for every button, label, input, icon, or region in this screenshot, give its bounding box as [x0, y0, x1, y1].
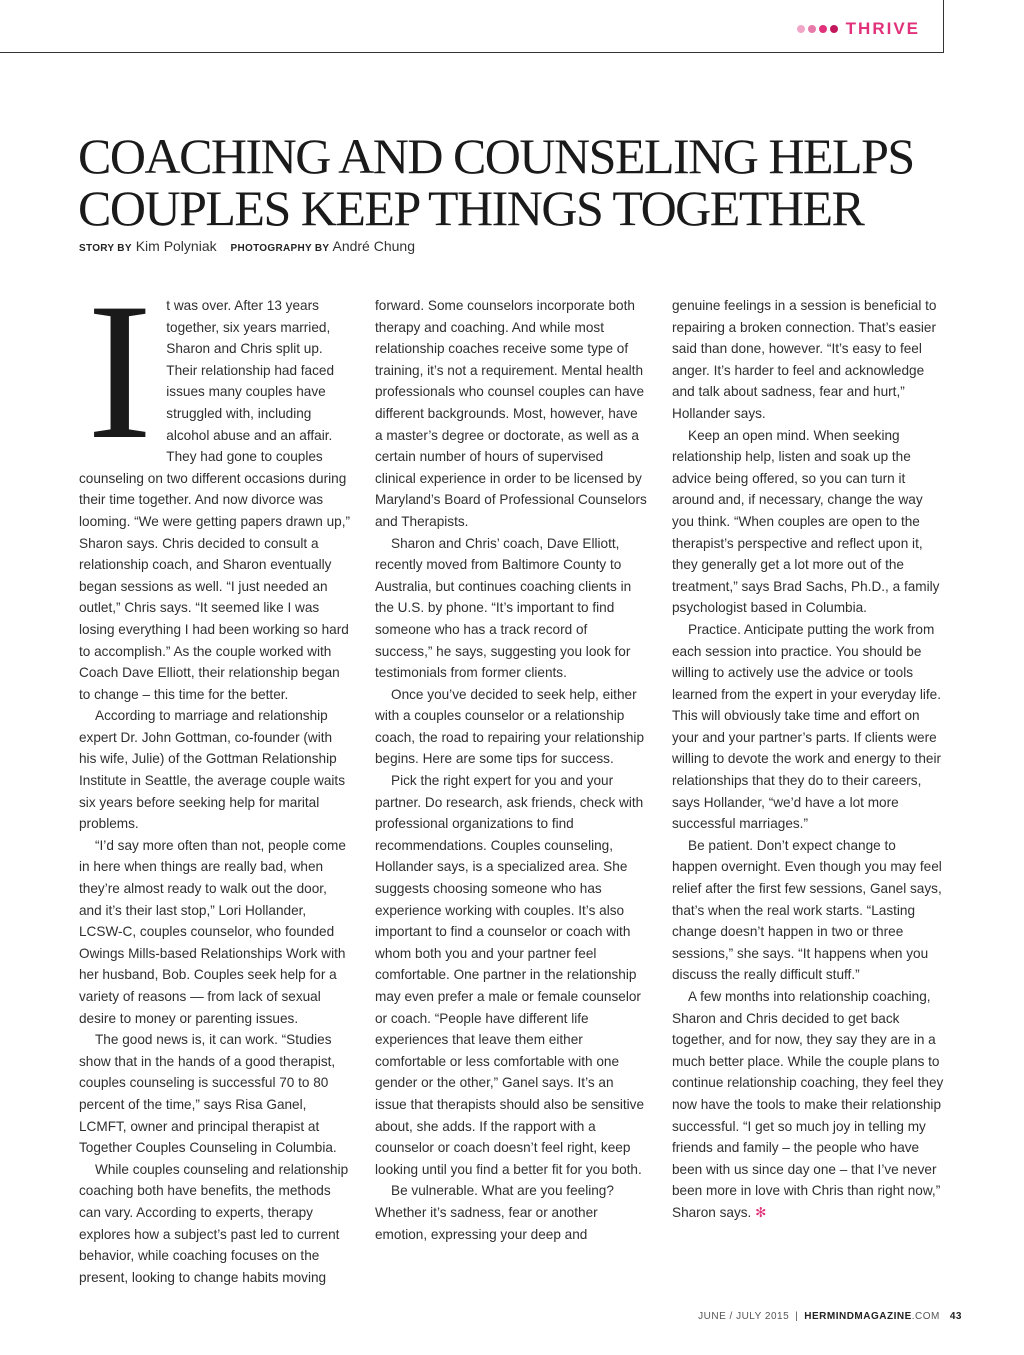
paragraph: The good news is, it can work. “Studies show that in the hands of a good therapist, couples counseling is successful 70 to 80 percent of the time,” says Risa Ganel, LCMFT, owner and principal therapist at Together Couples Counseling in Columbia.	[79, 1032, 337, 1156]
section-label: THRIVE	[845, 19, 920, 38]
paragraph: Be patient. Don’t expect change to happen overnight. Even though you may feel relief after the first few sessions, Ganel says, that’s when the real work starts. “Lasting change doesn’t happen in two or three sessions,” she says. “It happens when you discuss the really difficult stuff.”	[672, 837, 942, 983]
article-column-3	[672, 295, 944, 1224]
photographer-name: André Chung	[332, 238, 415, 254]
paragraph-text: t was over. After 13 years together, six years married, Sharon and Chris split up. Their relationship had faced issues many couples have struggled with, including alcohol abuse and an affair. They had gone to couples counseling on two different occasions during their time together. And now divorce was looming. “We were getting papers drawn up,” Sharon says. Chris decided to consult a relationship coach, and Sharon eventually began sessions as well. “I just needed an outlet,” Chris says. “It seemed like I was losing everything I had been working so hard to accomplish.” As the couple worked with Coach Dave Elliott, their relationship began to change – this time for the better.	[79, 298, 351, 702]
article-headline	[78, 130, 958, 234]
site-name: HERMINDMAGAZINE	[804, 1311, 912, 1322]
paragraph: Practice. Anticipate putting the work from each session into practice. You should be willing to actively use the advice or tools learned from the expert in your everyday life. This will obviously take time and effort on your and your partner’s parts. If clients were willing to devote the work and energy to their relationships that they do to their careers, says Hollander, “we’d have a lot more successful marriages.”	[672, 621, 942, 832]
section-dot	[808, 25, 816, 33]
section-dot	[819, 25, 827, 33]
article-column-1	[79, 263, 351, 1288]
paragraph: Be vulnerable. What are you feeling? Whether it’s sadness, fear or another emotion, expressing your deep and	[375, 1183, 614, 1242]
paragraph: Pick the right expert for you and your partner. Do research, ask friends, check with professional organizations to find recommendations. Couples counseling, Hollander says, is a specialized area. She suggests choosing someone who has experience working with couples. It’s also important to find a counselor or coach with whom both you and your partner feel comfortable. One partner in the relationship may even prefer a male or female counselor or coach. “People have different life experiences that leave them either comfortable or less comfortable with one gender or the other,” Ganel says. It’s an issue that therapists should also be sensitive about, she adds. If the rapport with a counselor or coach doesn’t feel right, keep looking until you find a better fit for you both.	[375, 773, 645, 1177]
paragraph: forward. Some counselors incorporate both therapy and coaching. And while most relationship coaches receive some type of training, it’s not a requirement. Mental health professionals who counsel couples can have different backgrounds. Most, however, have a master’s degree or doctorate, as well as a certain number of hours of supervised clinical experience in order to be licensed by Maryland’s Board of Professional Counselors and Therapists.	[375, 298, 647, 529]
article-column-2	[375, 295, 647, 1245]
headline-line-1: COACHING AND COUNSELING HELPS	[78, 128, 914, 184]
byline	[79, 238, 425, 254]
issue-date: JUNE / JULY 2015	[698, 1311, 790, 1322]
photography-by-label: PHOTOGRAPHY BY	[230, 243, 330, 254]
section-dots	[797, 25, 838, 33]
paragraph: While couples counseling and relationship coaching both have benefits, the methods can vary. According to experts, therapy explores how a subject’s past led to current behavior, while coaching focuses on the present, looking to change habits moving	[79, 1161, 349, 1285]
drop-cap: I	[87, 263, 153, 480]
footer-separator: |	[795, 1311, 799, 1322]
page-number: 43	[949, 1311, 962, 1322]
paragraph	[79, 263, 351, 705]
section-dot	[797, 25, 805, 33]
paragraph: genuine feelings in a session is beneficial to repairing a broken connection. That’s easier said than done, however. “It’s easy to feel anger. It’s harder to feel and acknowledge and talk about sadness, fear and hurt,” Hollander says.	[672, 298, 937, 421]
paragraph: According to marriage and relationship expert Dr. John Gottman, co-founder (with his wife, Julie) of the Gottman Relationship Institute in Seattle, the average couple waits six years before seeking help for marital problems.	[79, 708, 345, 832]
page-footer	[698, 1311, 962, 1322]
story-by-label: STORY BY	[79, 243, 132, 254]
paragraph	[672, 986, 944, 1224]
author-name: Kim Polyniak	[135, 238, 217, 254]
end-mark-icon: ✻	[755, 1204, 767, 1220]
paragraph: “I’d say more often than not, people come in here when things are really bad, when they’re almost ready to walk out the door, and it’s their last stop,” Lori Hollander, LCSW-C, couples counselor, who founded Owings Mills-based Relationships Work with her husband, Bob. Couples seek help for a variety of reasons — from lack of sexual desire to money or parenting issues.	[79, 837, 346, 1026]
paragraph: Once you’ve decided to seek help, either with a couples counselor or a relationship coach, the road to repairing your relationship begins. Here are some tips for success.	[375, 686, 645, 767]
site-domain: .COM	[911, 1311, 940, 1322]
header-vertical-rule	[943, 0, 944, 53]
paragraph: Sharon and Chris’ coach, Dave Elliott, recently moved from Baltimore County to Australia, but continues coaching clients in the U.S. by phone. “It’s important to find someone who has a track record of success,” he says, suggesting you look for testimonials from former clients.	[375, 535, 632, 681]
headline-line-2: COUPLES KEEP THINGS TOGETHER	[78, 180, 864, 236]
paragraph: Keep an open mind. When seeking relationship help, listen and soak up the advice being offered, so you can turn it around and, if necessary, change the way you think. “When couples are open to the therapist’s perspective and reflect upon it, they generally get a lot more out of the treatment,” says Brad Sachs, Ph.D., a family psychologist based in Columbia.	[672, 427, 940, 616]
header-rule	[0, 52, 944, 53]
section-dot	[830, 25, 838, 33]
section-tag	[797, 19, 920, 39]
paragraph-text: A few months into relationship coaching, Sharon and Chris decided to get back together, and for now, they say they are in a much better place. While the couple plans to continue relationship coaching, they feel they now have the tools to make their relationship successful. “I get so much joy in telling my friends and family – the people who have been with us since day one – that I’ve never been more in love with Chris than right now,” Sharon says.	[672, 989, 944, 1220]
